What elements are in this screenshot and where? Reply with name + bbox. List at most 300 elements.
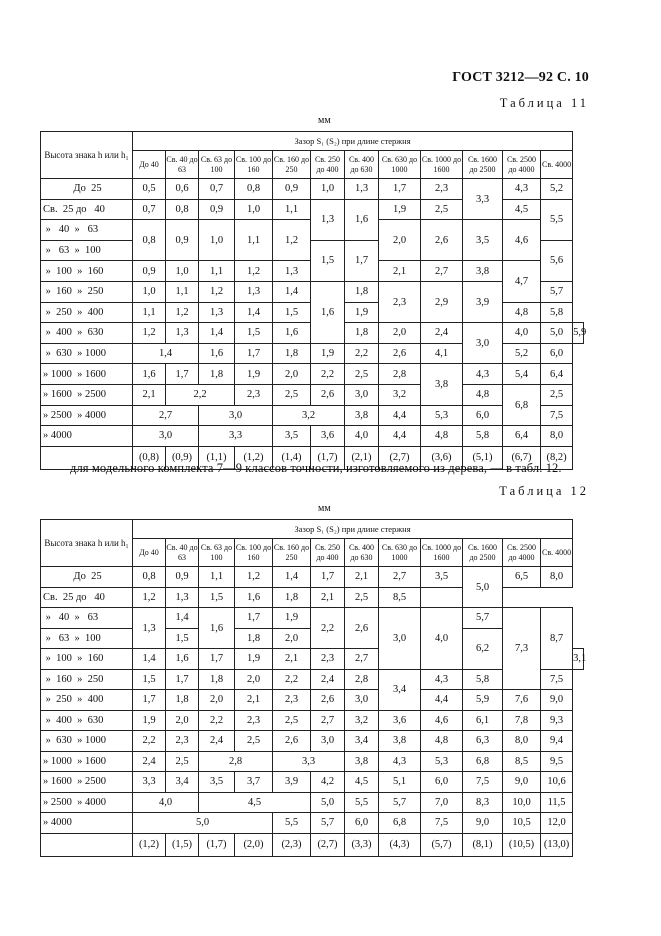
table-cell: 1,9 [133, 710, 166, 731]
table-cell: 2,9 [421, 281, 463, 322]
table-cell: 4,7 [503, 261, 541, 302]
table-row [41, 813, 584, 834]
column-header: Св. 2500 до 4000 [503, 539, 541, 567]
table-cell: 1,9 [345, 302, 379, 323]
table-cell: 5,3 [421, 751, 463, 772]
table-row [41, 179, 584, 200]
group-header: Зазор S₁ (S₂) при длине стержня [133, 132, 573, 151]
table-cell: 1,0 [133, 281, 166, 302]
table-cell: 1,2 [199, 281, 235, 302]
table-cell: 0,7 [199, 179, 235, 200]
table-cell: 1,1 [166, 281, 199, 302]
column-header: Св. 4000 [541, 151, 573, 179]
table-cell: 1,1 [235, 220, 273, 261]
table-row [41, 426, 584, 447]
table-cell: 1,2 [166, 302, 199, 323]
table-row [41, 608, 584, 629]
table-cell: 4,5 [503, 199, 541, 220]
table-cell: 5,7 [379, 792, 421, 813]
table-cell: 4,5 [199, 792, 311, 813]
table-cell: 2,1 [133, 384, 166, 405]
table-cell: 2,1 [235, 690, 273, 711]
correction-cell: (1,4) [273, 446, 311, 469]
row-label: » 630 » 1000 [41, 731, 133, 752]
correction-cell: (13,0) [541, 833, 573, 856]
table-cell: 9,0 [503, 772, 541, 793]
table-cell: 3,3 [199, 426, 273, 447]
table-11-caption: Таблица 11 [499, 96, 589, 110]
table-cell: 1,5 [166, 628, 199, 649]
table-cell: 5,4 [503, 364, 541, 385]
table-cell: 5,7 [311, 813, 345, 834]
table-cell: 2,5 [345, 364, 379, 385]
table-cell: 1,2 [235, 567, 273, 588]
table-cell: 2,3 [166, 731, 199, 752]
table-12-caption: Таблица 12 [499, 484, 589, 498]
table-cell: 2,8 [379, 364, 421, 385]
table-cell: 3,6 [379, 710, 421, 731]
column-header: До 40 [133, 151, 166, 179]
row-header: Высота знака h или h₁ [41, 132, 133, 179]
table-cell: 5,8 [541, 302, 573, 323]
correction-cell: (3,6) [421, 446, 463, 469]
row-label: » 4000 [41, 426, 133, 447]
column-header: Св. 1600 до 2500 [463, 151, 503, 179]
column-header: Св. 630 до 1000 [379, 539, 421, 567]
table-cell: 4,0 [503, 323, 541, 344]
column-header: Св. 250 до 400 [311, 539, 345, 567]
table-cell: 5,9 [573, 323, 584, 344]
intro-paragraph: для модельного комплекта 7—9 классов точности, изготовляемого из дерева, — в табл. 12. [70, 461, 562, 475]
table-cell: 1,3 [166, 587, 199, 608]
correction-cell: (6,7) [503, 446, 541, 469]
table-cell: 1,4 [166, 608, 199, 629]
row-label: » 100 » 160 [41, 649, 133, 670]
table-cell: 2,1 [311, 587, 345, 608]
column-header: Св. 250 до 400 [311, 151, 345, 179]
row-label: Св. 25 до 40 [41, 199, 133, 220]
column-header: Св. 40 до 63 [166, 151, 199, 179]
table-cell: 1,7 [235, 608, 273, 629]
row-label: » 63 » 100 [41, 628, 133, 649]
table-cell: 5,2 [503, 343, 541, 364]
table-cell: 0,9 [199, 199, 235, 220]
table-cell: 1,3 [345, 179, 379, 200]
correction-cell: (2,7) [379, 446, 421, 469]
table-cell: 3,9 [273, 772, 311, 793]
table-cell: 3,0 [133, 426, 199, 447]
table-cell: 1,4 [133, 649, 166, 670]
table-cell: 6,8 [379, 813, 421, 834]
table-cell: 1,8 [273, 343, 311, 364]
table-cell: 1,1 [199, 261, 235, 282]
table-cell: 3,6 [311, 426, 345, 447]
table-cell: 3,3 [133, 772, 166, 793]
table-cell: 5,5 [541, 199, 573, 240]
table-cell: 1,9 [379, 199, 421, 220]
row-label: » 400 » 630 [41, 710, 133, 731]
table-cell: 1,9 [311, 343, 345, 364]
table-cell: 1,7 [345, 240, 379, 281]
column-header: Св. 100 до 160 [235, 539, 273, 567]
row-label: » 1000 » 1600 [41, 364, 133, 385]
table-cell: 1,5 [311, 240, 345, 281]
table-cell: 6,0 [541, 343, 573, 364]
table-cell: 2,2 [199, 710, 235, 731]
table-cell: 1,7 [133, 690, 166, 711]
row-label: » 2500 » 4000 [41, 405, 133, 426]
column-header: Св. 160 до 250 [273, 539, 311, 567]
table-cell: 2,0 [235, 669, 273, 690]
table-row [41, 405, 584, 426]
table-cell: 8,5 [379, 587, 421, 608]
table-cell: 1,0 [235, 199, 273, 220]
row-label: » 250 » 400 [41, 302, 133, 323]
table-cell: 3,0 [345, 690, 379, 711]
table-cell: 3,1 [573, 649, 584, 670]
table-cell: 2,6 [345, 608, 379, 649]
table-cell: 4,8 [503, 302, 541, 323]
table-cell: 2,6 [379, 343, 421, 364]
table-cell: 4,0 [345, 426, 379, 447]
table-cell: 1,1 [133, 302, 166, 323]
table-cell: 3,5 [463, 220, 503, 261]
table-cell: 8,0 [541, 426, 573, 447]
table-cell: 1,8 [345, 323, 379, 344]
table-cell: 2,2 [311, 364, 345, 385]
table-cell: 8,0 [503, 731, 541, 752]
table-cell: 6,5 [503, 567, 541, 588]
table-cell: 4,8 [421, 426, 463, 447]
table-cell: 3,2 [379, 384, 421, 405]
table-row [41, 710, 584, 731]
correction-cell: (3,3) [345, 833, 379, 856]
table-cell: 1,2 [133, 587, 166, 608]
table-cell: 8,5 [503, 751, 541, 772]
table-12-unit: мм [318, 503, 331, 514]
table-cell: 2,8 [345, 669, 379, 690]
correction-cell: (4,3) [379, 833, 421, 856]
blank-cell [41, 833, 133, 856]
table-row [41, 567, 584, 588]
table-cell: 1,9 [273, 608, 311, 629]
table-cell: 6,4 [541, 364, 573, 385]
table-cell: 3,8 [345, 751, 379, 772]
table-row [41, 281, 584, 302]
table-cell: 5,7 [463, 608, 503, 629]
table-cell: 1,5 [133, 669, 166, 690]
table-row [41, 669, 584, 690]
table-cell: 3,5 [273, 426, 311, 447]
table-cell: 1,6 [199, 343, 235, 364]
table-cell: 1,5 [273, 302, 311, 323]
column-header: Св. 4000 [541, 539, 573, 567]
table-cell: 2,6 [273, 731, 311, 752]
correction-cell: (2,7) [311, 833, 345, 856]
table-cell: 1,8 [345, 281, 379, 302]
table-cell: 2,7 [311, 710, 345, 731]
table-cell: 0,9 [166, 220, 199, 261]
table-cell: 1,4 [199, 323, 235, 344]
table-cell: 4,4 [421, 690, 463, 711]
table-cell: 1,1 [273, 199, 311, 220]
table-cell: 2,1 [273, 649, 311, 670]
table-cell: 9,0 [541, 690, 573, 711]
table-cell: 1,7 [166, 669, 199, 690]
table-cell: 7,5 [541, 669, 573, 690]
table-cell: 5,5 [345, 792, 379, 813]
correction-cell: (2,0) [235, 833, 273, 856]
page-header: ГОСТ 3212—92 С. 10 [452, 70, 589, 85]
correction-cell: (0,9) [166, 446, 199, 469]
table-cell: 4,8 [421, 731, 463, 752]
table-cell: 1,6 [311, 281, 345, 343]
table-cell: 1,4 [133, 343, 199, 364]
table-cell: 1,3 [235, 281, 273, 302]
table-11-unit: мм [318, 115, 331, 126]
table-cell: 0,6 [166, 179, 199, 200]
correction-cell: (1,2) [133, 833, 166, 856]
column-header: Св. 100 до 160 [235, 151, 273, 179]
table-cell: 3,8 [421, 364, 463, 405]
table-cell: 2,0 [379, 323, 421, 344]
row-label: » 40 » 63 [41, 220, 133, 241]
table-cell: 3,8 [345, 405, 379, 426]
table-row [41, 343, 584, 364]
row-label: » 2500 » 4000 [41, 792, 133, 813]
table-cell: 4,6 [421, 710, 463, 731]
table-cell: 1,8 [273, 587, 311, 608]
table-cell: 0,8 [133, 567, 166, 588]
table-row [41, 364, 584, 385]
table-row [41, 751, 584, 772]
row-label: » 1000 » 1600 [41, 751, 133, 772]
correction-cell: (0,8) [133, 446, 166, 469]
table-cell: 2,2 [133, 731, 166, 752]
table-row [41, 731, 584, 752]
table-cell: 9,3 [541, 710, 573, 731]
table-cell: 1,4 [273, 281, 311, 302]
table-cell: 1,5 [199, 587, 235, 608]
correction-cell: (10,5) [503, 833, 541, 856]
table-cell: 1,3 [166, 323, 199, 344]
table-11 [40, 131, 587, 470]
table-cell: 2,0 [379, 220, 421, 261]
table-cell: 2,3 [235, 710, 273, 731]
table-cell: 7,5 [463, 772, 503, 793]
table-cell: 6,4 [503, 426, 541, 447]
table-cell: 10,6 [541, 772, 573, 793]
table-cell: 3,0 [311, 731, 345, 752]
table-cell: 2,1 [345, 567, 379, 588]
table-cell: 2,0 [273, 628, 311, 649]
table-cell: 7,8 [503, 710, 541, 731]
table-cell: 2,0 [273, 364, 311, 385]
table-cell: 4,3 [421, 669, 463, 690]
column-header: Св. 40 до 63 [166, 539, 199, 567]
table-cell: 1,9 [235, 649, 273, 670]
correction-cell: (8,1) [463, 833, 503, 856]
table-cell: 2,3 [311, 649, 345, 670]
table-cell: 4,3 [379, 751, 421, 772]
table-cell: 2,0 [199, 690, 235, 711]
correction-cell: (1,5) [166, 833, 199, 856]
row-label: До 25 [41, 179, 133, 200]
correction-cell: (5,1) [463, 446, 503, 469]
table-cell: 8,0 [541, 567, 573, 588]
table-cell: 4,0 [133, 792, 199, 813]
table-cell: 5,2 [541, 179, 573, 200]
table-row [41, 384, 584, 405]
table-cell: 0,7 [133, 199, 166, 220]
table-cell: 1,7 [199, 649, 235, 670]
table-cell: 1,3 [273, 261, 311, 282]
table-cell: 3,4 [345, 731, 379, 752]
table-cell: 12,0 [541, 813, 573, 834]
table-12 [40, 519, 587, 857]
table-cell: 3,0 [379, 608, 421, 670]
table-cell: 4,6 [503, 220, 541, 261]
table-cell: 6,1 [463, 710, 503, 731]
table-cell: 2,7 [345, 649, 379, 670]
table-cell: 3,5 [199, 772, 235, 793]
table-cell: 1,0 [311, 179, 345, 200]
table-cell: 6,3 [463, 731, 503, 752]
table-cell: 1,6 [166, 649, 199, 670]
correction-cell: (8,2) [541, 446, 573, 469]
table-cell: 7,0 [421, 792, 463, 813]
table-cell: 1,2 [235, 261, 273, 282]
table-cell: 6,2 [463, 628, 503, 669]
table-cell: 1,6 [235, 587, 273, 608]
table-cell: 5,1 [379, 772, 421, 793]
table-cell: 2,3 [379, 281, 421, 322]
table-cell: 7,5 [541, 405, 573, 426]
table-cell: 2,0 [166, 710, 199, 731]
table-cell: 2,4 [421, 323, 463, 344]
table-row [41, 199, 584, 220]
table-cell: 2,6 [421, 220, 463, 261]
table-cell: 5,3 [421, 405, 463, 426]
group-header: Зазор S₁ (S₂) при длине стержня [133, 520, 573, 539]
table-cell: 1,4 [273, 567, 311, 588]
table-cell: 1,0 [166, 261, 199, 282]
table-cell: 9,4 [541, 731, 573, 752]
table-cell: 3,7 [235, 772, 273, 793]
table-cell: 2,2 [311, 608, 345, 649]
table-cell: 3,0 [345, 384, 379, 405]
table-cell: 1,6 [273, 323, 311, 344]
table-cell: 6,0 [463, 405, 503, 426]
row-label: » 4000 [41, 813, 133, 834]
table-cell: 5,5 [273, 813, 311, 834]
table-cell: 0,5 [133, 179, 166, 200]
row-label: » 1600 » 2500 [41, 772, 133, 793]
table-cell: 3,9 [463, 281, 503, 322]
column-header: Св. 630 до 1000 [379, 151, 421, 179]
table-cell: 4,3 [463, 364, 503, 385]
table-cell: 8,3 [463, 792, 503, 813]
table-cell: 4,8 [463, 384, 503, 405]
table-cell: 5,0 [463, 567, 503, 608]
table-cell: 1,3 [133, 608, 166, 649]
table-cell: 1,7 [379, 179, 421, 200]
table-cell: 2,5 [345, 587, 379, 608]
table-cell: 5,0 [541, 323, 573, 344]
table-cell: 2,7 [133, 405, 199, 426]
table-row [41, 690, 584, 711]
correction-cell: (2,1) [345, 446, 379, 469]
table-cell: 11,5 [541, 792, 573, 813]
table-cell: 1,3 [311, 199, 345, 240]
table-cell: 3,0 [199, 405, 273, 426]
table-cell: 1,2 [273, 220, 311, 261]
table-cell: 4,4 [379, 405, 421, 426]
table-cell: 1,7 [235, 343, 273, 364]
column-header: Св. 160 до 250 [273, 151, 311, 179]
table-cell: 2,3 [273, 690, 311, 711]
table-cell: 0,9 [166, 567, 199, 588]
table-cell: 10,0 [503, 792, 541, 813]
correction-cell: (1,1) [199, 446, 235, 469]
correction-cell: (1,2) [235, 446, 273, 469]
table-cell: 3,5 [421, 567, 463, 588]
table-cell: 0,9 [133, 261, 166, 282]
table-cell: 9,0 [463, 813, 503, 834]
table-cell: 4,0 [421, 608, 463, 670]
table-cell: 3,3 [273, 751, 345, 772]
table-cell: 1,4 [235, 302, 273, 323]
table-cell: 2,6 [311, 384, 345, 405]
table-cell: 7,5 [421, 813, 463, 834]
table-cell: 2,7 [379, 567, 421, 588]
table-cell: 4,4 [379, 426, 421, 447]
table-cell: 0,8 [235, 179, 273, 200]
table-cell: 10,5 [503, 813, 541, 834]
table-cell: 2,5 [166, 751, 199, 772]
table-cell: 2,4 [199, 731, 235, 752]
row-label: » 250 » 400 [41, 690, 133, 711]
table-cell: 2,4 [311, 669, 345, 690]
table-cell: 5,7 [541, 281, 573, 302]
table-cell: 3,0 [463, 323, 503, 364]
correction-cell: (1,7) [311, 446, 345, 469]
row-header: Высота знака h или h₁ [41, 520, 133, 567]
column-header: Св. 400 до 630 [345, 151, 379, 179]
table-cell: 3,4 [166, 772, 199, 793]
row-label: » 1600 » 2500 [41, 384, 133, 405]
table-cell: 3,8 [379, 731, 421, 752]
table-cell: 1,8 [199, 364, 235, 385]
table-cell: 4,2 [311, 772, 345, 793]
table-cell: 5,9 [463, 690, 503, 711]
correction-cell: (1,7) [199, 833, 235, 856]
column-header: Св. 400 до 630 [345, 539, 379, 567]
table-cell: 1,6 [345, 199, 379, 240]
column-header: До 40 [133, 539, 166, 567]
table-cell: 3,4 [379, 669, 421, 710]
column-header: Св. 1600 до 2500 [463, 539, 503, 567]
table-cell: 2,5 [541, 384, 573, 405]
table-cell: 5,0 [311, 792, 345, 813]
table-cell: 3,2 [345, 710, 379, 731]
table-row [41, 772, 584, 793]
row-label: Св. 25 до 40 [41, 587, 133, 608]
row-label: » 160 » 250 [41, 281, 133, 302]
row-label: » 400 » 630 [41, 323, 133, 344]
table-cell: 8,7 [541, 608, 573, 670]
column-header: Св. 2500 до 4000 [503, 151, 541, 179]
